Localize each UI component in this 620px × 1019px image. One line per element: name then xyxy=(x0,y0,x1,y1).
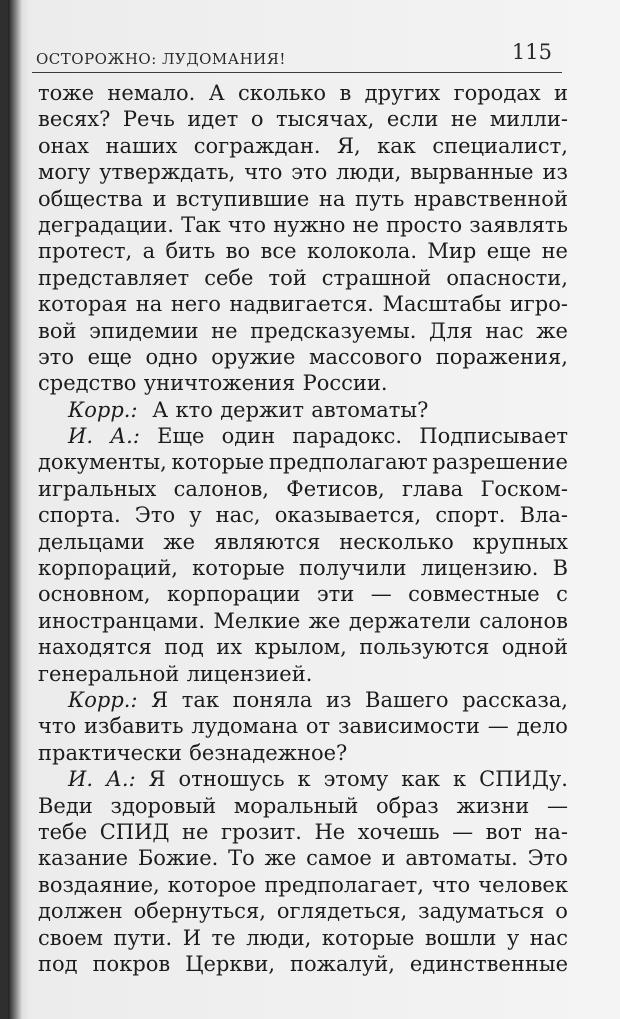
word: : xyxy=(132,424,140,449)
word: о xyxy=(555,899,568,924)
word: один xyxy=(221,424,276,449)
text-line xyxy=(38,951,568,977)
word: нужно xyxy=(273,212,346,237)
word: у xyxy=(189,503,202,528)
text-line xyxy=(38,159,568,185)
word: у xyxy=(506,925,520,950)
word: совместные xyxy=(408,582,540,607)
word: практически xyxy=(38,740,182,765)
text-line xyxy=(38,845,568,871)
word: спорт. xyxy=(435,503,506,528)
text-line xyxy=(38,423,568,449)
word: избавить xyxy=(84,714,184,739)
text-line xyxy=(38,212,568,238)
word: вошли xyxy=(424,925,497,950)
word: игральных xyxy=(38,476,157,501)
word: генеральной xyxy=(38,661,180,686)
text-line xyxy=(38,133,568,159)
text-line xyxy=(38,872,568,898)
text-line xyxy=(38,898,568,924)
text-line xyxy=(38,713,568,739)
word: средство xyxy=(38,371,137,396)
word: во xyxy=(225,239,251,264)
word: еще xyxy=(87,344,132,369)
word: крупных xyxy=(472,529,568,554)
text-line xyxy=(38,344,568,370)
word: лицензией. xyxy=(186,661,313,686)
word: : xyxy=(128,767,136,792)
word: онах xyxy=(38,133,90,158)
word: Так xyxy=(181,212,221,237)
word: самое xyxy=(306,846,372,871)
text-line xyxy=(38,397,568,423)
word: зависимости xyxy=(337,714,480,739)
word: В xyxy=(552,556,568,581)
word: воздаяние, xyxy=(38,872,160,897)
word: А xyxy=(152,397,169,422)
word: оружие xyxy=(211,344,296,369)
text-line xyxy=(38,238,568,264)
word: деградации. xyxy=(38,212,174,237)
word: же xyxy=(536,318,568,343)
text-line xyxy=(38,291,568,317)
text-line xyxy=(38,318,568,344)
text-line xyxy=(38,661,568,687)
word: СПИДу. xyxy=(479,767,568,792)
word: Фетисов, xyxy=(286,476,385,501)
word: Это xyxy=(527,846,568,871)
word: пользуются xyxy=(359,635,490,660)
word: которая xyxy=(38,292,128,317)
word: и xyxy=(381,846,396,871)
speaker-label: И. xyxy=(68,767,93,792)
word: протест, xyxy=(38,239,133,264)
word: которые xyxy=(321,925,415,950)
word: образ xyxy=(376,793,439,818)
word: не xyxy=(541,239,568,264)
word: к xyxy=(453,767,467,792)
word: предполагает, xyxy=(264,872,424,897)
word: кто xyxy=(175,397,213,422)
speaker-label: И. xyxy=(68,424,93,449)
word: покров xyxy=(92,951,171,976)
word: не xyxy=(211,318,238,343)
word: на- xyxy=(534,819,568,844)
text-line xyxy=(38,819,568,845)
word: которое xyxy=(167,872,257,897)
word: просто xyxy=(386,212,463,237)
word: пути. xyxy=(113,925,173,950)
word: тоже xyxy=(38,81,95,105)
text-line xyxy=(38,106,568,132)
word: оказывается, xyxy=(274,503,422,528)
word: идет xyxy=(187,107,239,132)
word: То xyxy=(228,846,255,871)
word: И xyxy=(182,925,202,950)
book-page xyxy=(8,0,620,1019)
word: этому xyxy=(323,767,389,792)
word: все xyxy=(260,239,297,264)
word: это xyxy=(291,160,328,185)
word: из xyxy=(542,160,568,185)
text-line xyxy=(38,476,568,502)
word: получили xyxy=(298,556,407,581)
word: не xyxy=(352,212,379,237)
word: в xyxy=(339,81,352,105)
word: — xyxy=(452,819,474,844)
word: бить xyxy=(165,239,216,264)
text-line xyxy=(38,265,568,291)
text-line xyxy=(38,555,568,581)
word: документы, xyxy=(38,450,167,475)
word: дельцами xyxy=(38,529,145,554)
word: нас, xyxy=(215,503,261,528)
text-line xyxy=(38,740,568,766)
word: с xyxy=(556,582,568,607)
word: что xyxy=(227,212,266,237)
word: Я xyxy=(151,687,169,712)
page-binding-edge xyxy=(8,0,22,1019)
word: той xyxy=(268,265,307,290)
word: что xyxy=(38,714,77,739)
word: лудомана xyxy=(191,714,298,739)
word: как xyxy=(401,767,441,792)
word: предсказуемы. xyxy=(250,318,417,343)
word: сограждан. xyxy=(193,133,321,158)
word: салонов xyxy=(479,608,568,633)
word: поражения, xyxy=(435,344,568,369)
word: грозит. xyxy=(221,819,302,844)
text-line xyxy=(38,529,568,555)
word: Речь xyxy=(122,107,175,132)
word: предполагают xyxy=(268,450,428,475)
word: являются xyxy=(213,529,321,554)
text-line xyxy=(38,502,568,528)
word: страшной xyxy=(321,265,432,290)
text-line xyxy=(38,766,568,792)
text-line xyxy=(38,186,568,212)
word: люди, xyxy=(336,160,402,185)
speaker-label: А.: xyxy=(105,767,136,792)
word: спорта. xyxy=(38,503,121,528)
word: на xyxy=(318,186,346,211)
word: так xyxy=(181,687,219,712)
word: задуматься xyxy=(418,899,545,924)
word: основном, xyxy=(38,582,151,607)
word: Мир xyxy=(427,239,477,264)
word: должен xyxy=(38,899,123,924)
word: автоматы. xyxy=(405,846,518,871)
word: СПИД xyxy=(99,819,170,844)
word: Масштабы xyxy=(382,292,502,317)
word: на xyxy=(135,292,163,317)
word: к xyxy=(297,767,311,792)
word: моральный xyxy=(233,793,359,818)
word: : xyxy=(130,687,138,712)
word: не xyxy=(450,107,478,132)
word: своем xyxy=(38,925,103,950)
word: же xyxy=(163,529,196,554)
word: безнадежное? xyxy=(189,740,348,765)
word: него xyxy=(170,292,221,317)
word: держатели xyxy=(348,608,471,633)
word: надвигается. xyxy=(229,292,374,317)
word: Это xyxy=(134,503,176,528)
word: от xyxy=(305,714,331,739)
word: городах xyxy=(453,81,541,105)
word: парадокс. xyxy=(292,424,403,449)
word: эти xyxy=(316,582,355,607)
word: из xyxy=(325,687,352,712)
text-line xyxy=(38,449,568,475)
word: Вашего xyxy=(365,687,449,712)
word: колокола. xyxy=(306,239,417,264)
word: утверждать, xyxy=(99,160,236,185)
word: вырванные xyxy=(410,160,534,185)
word: Я, xyxy=(337,133,361,158)
page-number: 115 xyxy=(511,40,552,64)
word: весях? xyxy=(38,107,111,132)
text-line xyxy=(38,793,568,819)
word: сколько xyxy=(237,81,327,105)
word: общества xyxy=(38,186,143,211)
word: одно xyxy=(145,344,198,369)
word: дело xyxy=(516,714,568,739)
word: казание xyxy=(38,846,129,871)
word: — xyxy=(370,582,392,607)
word: заявлять xyxy=(469,212,568,237)
word: же xyxy=(264,846,297,871)
word: если xyxy=(386,107,439,132)
word: это xyxy=(38,344,75,369)
word: вот xyxy=(485,819,522,844)
word: единственные xyxy=(409,951,568,976)
word: люди, xyxy=(246,925,312,950)
word: те xyxy=(211,925,236,950)
word: их xyxy=(216,635,243,660)
word: автоматы? xyxy=(311,397,429,422)
word: одной xyxy=(501,635,568,660)
word: под xyxy=(164,635,204,660)
word: о xyxy=(250,107,264,132)
word: тебе xyxy=(38,819,88,844)
word: и xyxy=(152,186,167,211)
word: поняла xyxy=(232,687,313,712)
text-line xyxy=(38,370,568,396)
word: игро- xyxy=(509,292,568,317)
text-line xyxy=(38,687,568,713)
page-header xyxy=(32,38,562,73)
word: разрешение xyxy=(432,450,568,475)
word: нас xyxy=(529,925,568,950)
word: пожалуй, xyxy=(290,951,395,976)
word: вступившие xyxy=(176,186,310,211)
word: Божие. xyxy=(137,846,219,871)
word: еще xyxy=(486,239,532,264)
word: под xyxy=(38,951,78,976)
word: которые xyxy=(171,450,265,475)
word: же xyxy=(308,608,341,633)
word: уничтожения xyxy=(143,371,296,396)
word: А xyxy=(208,81,225,105)
word: других xyxy=(364,81,441,105)
word: иностранцами. xyxy=(38,608,206,633)
word: и xyxy=(554,81,568,105)
text-line xyxy=(38,925,568,951)
word: : xyxy=(130,397,138,422)
text-line xyxy=(38,80,568,106)
speaker-label: Корр.: xyxy=(68,687,138,712)
speaker-label: А.: xyxy=(110,424,140,449)
word: а xyxy=(142,239,156,264)
word: лицензию. xyxy=(420,556,539,581)
word: салонов, xyxy=(173,476,269,501)
word: обернуться, xyxy=(133,899,266,924)
word: рассказа, xyxy=(462,687,568,712)
word: представляет xyxy=(38,265,190,290)
word: крылом, xyxy=(254,635,347,660)
word: которые xyxy=(192,556,285,581)
word: Госком- xyxy=(480,476,568,501)
word: Подписывает xyxy=(419,424,568,449)
word: Веди xyxy=(38,793,93,818)
word: опасности, xyxy=(446,265,568,290)
word: Церкви, xyxy=(185,951,276,976)
word: держит xyxy=(220,397,304,422)
word: Не xyxy=(314,819,346,844)
word: Я xyxy=(148,767,166,792)
word: здоровый xyxy=(110,793,217,818)
word: милли- xyxy=(489,107,568,132)
word: нас xyxy=(485,318,524,343)
word: отношусь xyxy=(178,767,285,792)
word: не xyxy=(182,819,209,844)
word: эпидемии xyxy=(89,318,199,343)
word: нравственной xyxy=(413,186,568,211)
word: Вла- xyxy=(519,503,568,528)
word: Для xyxy=(429,318,473,343)
speaker-label: Корр.: xyxy=(68,397,138,422)
word: человек xyxy=(478,872,568,897)
word: — xyxy=(546,793,568,818)
word: наших xyxy=(105,133,178,158)
text-line xyxy=(38,608,568,634)
running-title: ОСТОРОЖНО: ЛУДОМАНИЯ! xyxy=(36,50,286,68)
word: несколько xyxy=(339,529,454,554)
word: специалист, xyxy=(432,133,568,158)
word: корпорации xyxy=(167,582,301,607)
word: жизни xyxy=(456,793,530,818)
word: корпораций, xyxy=(38,556,178,581)
text-line xyxy=(38,634,568,660)
word: как xyxy=(377,133,416,158)
word: Мелкие xyxy=(213,608,301,633)
word: Еще xyxy=(157,424,205,449)
word: хочешь xyxy=(357,819,440,844)
word: массового xyxy=(309,344,423,369)
word: что xyxy=(432,872,471,897)
text-line xyxy=(38,581,568,607)
word: немало. xyxy=(107,81,196,105)
word: глава xyxy=(401,476,464,501)
word: оглядеться, xyxy=(276,899,408,924)
word: путь xyxy=(354,186,405,211)
word: что xyxy=(244,160,283,185)
word: могу xyxy=(38,160,91,185)
word: вой xyxy=(38,318,77,343)
word: тысячах, xyxy=(276,107,375,132)
body-text xyxy=(38,80,568,977)
word: России. xyxy=(302,371,388,396)
word: себе xyxy=(204,265,254,290)
word: — xyxy=(487,714,509,739)
word: находятся xyxy=(38,635,152,660)
